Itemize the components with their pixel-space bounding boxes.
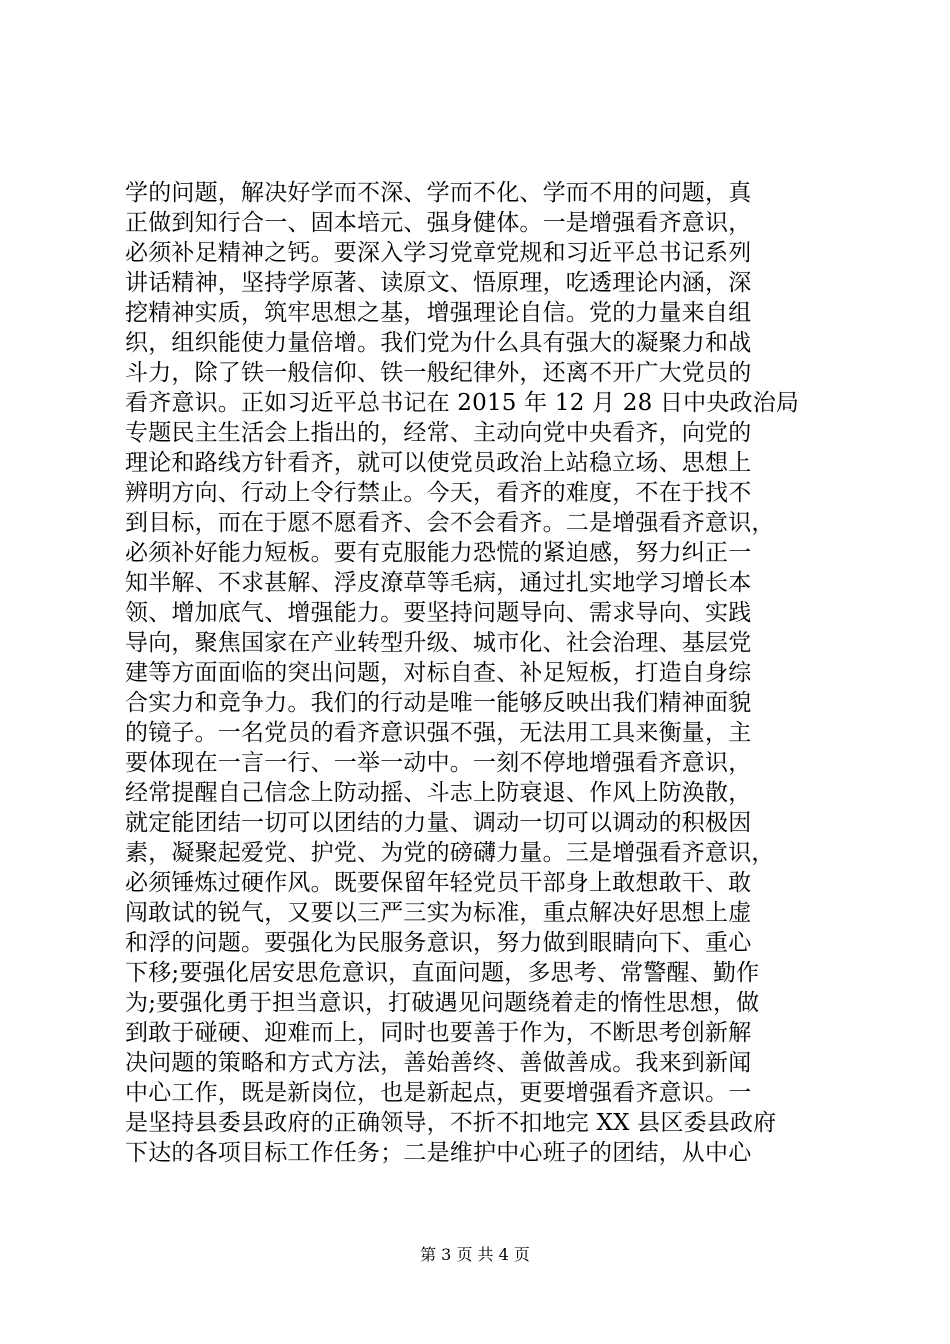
text-line: 斗力，除了铁一般信仰、铁一般纪律外，还离不开广大党员的 <box>125 360 752 386</box>
text-line: 织，组织能使力量倍增。我们党为什么具有强大的凝聚力和战 <box>125 330 752 356</box>
text-line: 学的问题，解决好学而不深、学而不化、学而不用的问题，真 <box>125 180 752 206</box>
text-line: 建等方面面临的突出问题，对标自查、补足短板，打造自身综 <box>125 660 752 686</box>
text-line: 到敢于碰硬、迎难而上，同时也要善于作为，不断思考创新解 <box>125 1020 752 1046</box>
text-line: 要体现在一言一行、一举一动中。一刻不停地增强看齐意识， <box>125 750 752 776</box>
text-line: 知半解、不求甚解、浮皮潦草等毛病，通过扎实地学习增长本 <box>125 570 752 596</box>
text-line: 和浮的问题。要强化为民服务意识，努力做到眼睛向下、重心 <box>125 930 752 956</box>
body-text <box>125 178 845 1168</box>
text-line: 是坚持县委县政府的正确领导，不折不扣地完 XX 县区委县政府 <box>125 1110 777 1136</box>
text-line: 必须补好能力短板。要有克服能力恐慌的紧迫感，努力纠正一 <box>125 540 752 566</box>
text-line: 中心工作，既是新岗位，也是新起点，更要增强看齐意识。一 <box>125 1080 752 1106</box>
text-line: 下移;要强化居安思危意识，直面问题，多思考、常警醒、勤作 <box>125 960 760 986</box>
text-line: 理论和路线方针看齐，就可以使党员政治上站稳立场、思想上 <box>125 450 752 476</box>
text-line: 讲话精神，坚持学原著、读原文、悟原理，吃透理论内涵，深 <box>125 270 752 296</box>
text-line: 就定能团结一切可以团结的力量、调动一切可以调动的积极因 <box>125 810 752 836</box>
text-line: 必须锤炼过硬作风。既要保留年轻党员干部身上敢想敢干、敢 <box>125 870 752 896</box>
text-line: 辨明方向、行动上令行禁止。今天，看齐的难度，不在于找不 <box>125 480 752 506</box>
text-line: 到目标，而在于愿不愿看齐、会不会看齐。二是增强看齐意识， <box>125 510 775 536</box>
text-line: 经常提醒自己信念上防动摇、斗志上防衰退、作风上防涣散， <box>125 780 752 806</box>
text-line: 看齐意识。正如习近平总书记在 2015 年 12 月 28 日中央政治局 <box>125 390 800 416</box>
text-line: 导向，聚焦国家在产业转型升级、城市化、社会治理、基层党 <box>125 630 752 656</box>
text-line: 的镜子。一名党员的看齐意识强不强，无法用工具来衡量，主 <box>125 720 752 746</box>
text-line: 必须补足精神之钙。要深入学习党章党规和习近平总书记系列 <box>125 240 752 266</box>
page-footer: 第 3 页 共 4 页 <box>420 1245 530 1264</box>
text-line: 为;要强化勇于担当意识，打破遇见问题绕着走的惰性思想，做 <box>125 990 760 1016</box>
text-line: 领、增加底气、增强能力。要坚持问题导向、需求导向、实践 <box>125 600 752 626</box>
text-line: 正做到知行合一、固本培元、强身健体。一是增强看齐意识， <box>125 210 752 236</box>
text-line: 挖精神实质，筑牢思想之基，增强理论自信。党的力量来自组 <box>125 300 752 326</box>
text-line: 决问题的策略和方式方法，善始善终、善做善成。我来到新闻 <box>125 1050 752 1076</box>
text-line: 闯敢试的锐气，又要以三严三实为标准，重点解决好思想上虚 <box>125 900 752 926</box>
text-line: 合实力和竞争力。我们的行动是唯一能够反映出我们精神面貌 <box>125 690 752 716</box>
text-line: 专题民主生活会上指出的，经常、主动向党中央看齐，向党的 <box>125 420 752 446</box>
text-line: 下达的各项目标工作任务；二是维护中心班子的团结，从中心 <box>125 1140 752 1166</box>
text-line: 素，凝聚起爱党、护党、为党的磅礴力量。三是增强看齐意识， <box>125 840 775 866</box>
